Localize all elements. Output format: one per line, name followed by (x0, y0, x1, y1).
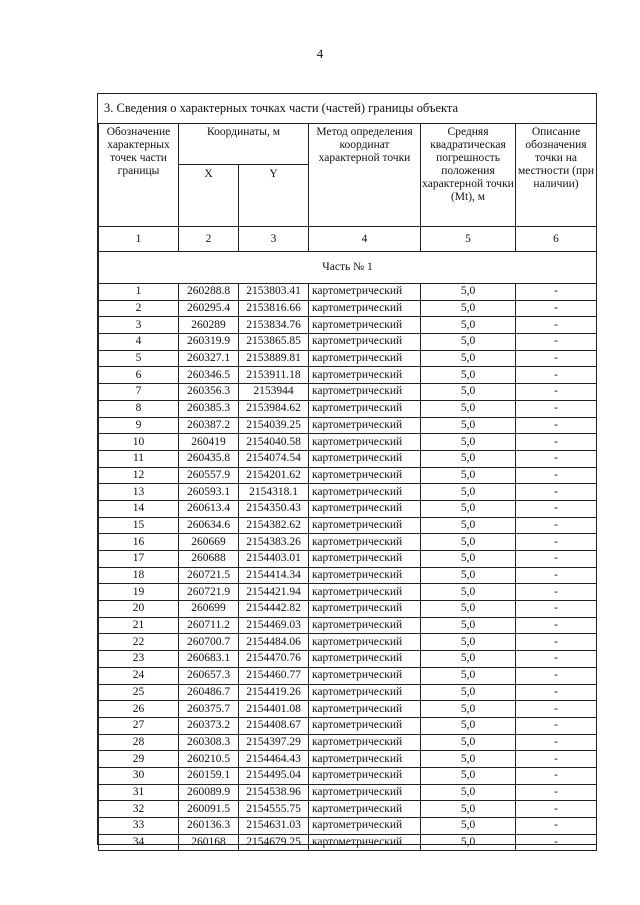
table-row (99, 751, 597, 768)
x-coordinate-cell: 260288.8 (179, 284, 239, 301)
method-cell: картометрический (309, 384, 421, 401)
table-row (99, 317, 597, 334)
error-cell: 5,0 (421, 818, 516, 835)
description-cell: - (516, 767, 597, 784)
point-number-cell: 16 (99, 534, 179, 551)
table-row (99, 634, 597, 651)
x-coordinate-cell: 260091.5 (179, 801, 239, 818)
table-row (99, 284, 597, 301)
error-cell: 5,0 (421, 467, 516, 484)
error-cell: 5,0 (421, 450, 516, 467)
y-coordinate-cell: 2153911.18 (239, 367, 309, 384)
description-cell: - (516, 317, 597, 334)
column-number: 6 (516, 227, 597, 252)
method-cell: картометрический (309, 300, 421, 317)
method-cell: картометрический (309, 417, 421, 434)
error-cell: 5,0 (421, 500, 516, 517)
method-cell: картометрический (309, 634, 421, 651)
point-number-cell: 19 (99, 584, 179, 601)
method-cell: картометрический (309, 717, 421, 734)
error-cell: 5,0 (421, 617, 516, 634)
description-cell: - (516, 701, 597, 718)
description-cell: - (516, 467, 597, 484)
y-coordinate-cell: 2154679.25 (239, 834, 309, 851)
description-cell: - (516, 584, 597, 601)
x-coordinate-cell: 260308.3 (179, 734, 239, 751)
table-row (99, 350, 597, 367)
method-cell: картометрический (309, 500, 421, 517)
table-row (99, 417, 597, 434)
method-cell: картометрический (309, 400, 421, 417)
table-row (99, 667, 597, 684)
y-coordinate-cell: 2154460.77 (239, 667, 309, 684)
x-coordinate-cell: 260319.9 (179, 334, 239, 351)
method-cell: картометрический (309, 684, 421, 701)
point-number-cell: 20 (99, 601, 179, 618)
table-row (99, 400, 597, 417)
description-cell: - (516, 417, 597, 434)
y-coordinate-cell: 2153889.81 (239, 350, 309, 367)
error-cell: 5,0 (421, 834, 516, 851)
table-row (99, 801, 597, 818)
header-x: X (179, 165, 239, 227)
error-cell: 5,0 (421, 784, 516, 801)
description-cell: - (516, 534, 597, 551)
header-error: Средняя квадратическая погрешность положения характерной точки (Mt), м (421, 124, 516, 227)
y-coordinate-cell: 2154421.94 (239, 584, 309, 601)
y-coordinate-cell: 2154495.04 (239, 767, 309, 784)
point-number-cell: 21 (99, 617, 179, 634)
method-cell: картометрический (309, 567, 421, 584)
description-cell: - (516, 784, 597, 801)
x-coordinate-cell: 260435.8 (179, 450, 239, 467)
point-number-cell: 34 (99, 834, 179, 851)
y-coordinate-cell: 2154039.25 (239, 417, 309, 434)
table-row (99, 567, 597, 584)
y-coordinate-cell: 2154040.58 (239, 434, 309, 451)
method-cell: картометрический (309, 701, 421, 718)
column-number: 5 (421, 227, 516, 252)
description-cell: - (516, 384, 597, 401)
y-coordinate-cell: 2154464.43 (239, 751, 309, 768)
point-number-cell: 31 (99, 784, 179, 801)
error-cell: 5,0 (421, 434, 516, 451)
y-coordinate-cell: 2154383.26 (239, 534, 309, 551)
header-designation: Обозначение характерных точек части границы (99, 124, 179, 227)
points-table (98, 123, 597, 851)
method-cell: картометрический (309, 367, 421, 384)
x-coordinate-cell: 260373.2 (179, 717, 239, 734)
description-cell: - (516, 734, 597, 751)
page-number: 4 (316, 46, 324, 61)
description-cell: - (516, 484, 597, 501)
description-cell: - (516, 450, 597, 467)
error-cell: 5,0 (421, 484, 516, 501)
point-number-cell: 3 (99, 317, 179, 334)
y-coordinate-cell: 2153816.66 (239, 300, 309, 317)
method-cell: картометрический (309, 551, 421, 568)
table-row (99, 500, 597, 517)
method-cell: картометрический (309, 801, 421, 818)
description-cell: - (516, 517, 597, 534)
point-number-cell: 2 (99, 300, 179, 317)
y-coordinate-cell: 2154538.96 (239, 784, 309, 801)
method-cell: картометрический (309, 818, 421, 835)
method-cell: картометрический (309, 834, 421, 851)
x-coordinate-cell: 260375.7 (179, 701, 239, 718)
point-number-cell: 11 (99, 450, 179, 467)
column-number: 4 (309, 227, 421, 252)
method-cell: картометрический (309, 334, 421, 351)
point-number-cell: 8 (99, 400, 179, 417)
method-cell: картометрический (309, 450, 421, 467)
error-cell: 5,0 (421, 567, 516, 584)
x-coordinate-cell: 260295.4 (179, 300, 239, 317)
y-coordinate-cell: 2153984.62 (239, 400, 309, 417)
header-description: Описание обозначения точки на местности (при наличии) (516, 124, 597, 227)
method-cell: картометрический (309, 534, 421, 551)
error-cell: 5,0 (421, 517, 516, 534)
description-cell: - (516, 834, 597, 851)
header-y: Y (239, 165, 309, 227)
table-row (99, 334, 597, 351)
y-coordinate-cell: 2154318.1 (239, 484, 309, 501)
x-coordinate-cell: 260683.1 (179, 651, 239, 668)
x-coordinate-cell: 260700.7 (179, 634, 239, 651)
description-cell: - (516, 367, 597, 384)
point-number-cell: 5 (99, 350, 179, 367)
description-cell: - (516, 334, 597, 351)
point-number-cell: 4 (99, 334, 179, 351)
table-row (99, 818, 597, 835)
x-coordinate-cell: 260486.7 (179, 684, 239, 701)
error-cell: 5,0 (421, 350, 516, 367)
description-cell: - (516, 551, 597, 568)
x-coordinate-cell: 260327.1 (179, 350, 239, 367)
table-row (99, 434, 597, 451)
y-coordinate-cell: 2154074.54 (239, 450, 309, 467)
error-cell: 5,0 (421, 284, 516, 301)
error-cell: 5,0 (421, 684, 516, 701)
header-method: Метод определения координат характерной точки (309, 124, 421, 227)
method-cell: картометрический (309, 284, 421, 301)
point-number-cell: 27 (99, 717, 179, 734)
table-row (99, 551, 597, 568)
method-cell: картометрический (309, 434, 421, 451)
error-cell: 5,0 (421, 417, 516, 434)
x-coordinate-cell: 260699 (179, 601, 239, 618)
error-cell: 5,0 (421, 300, 516, 317)
error-cell: 5,0 (421, 734, 516, 751)
point-number-cell: 24 (99, 667, 179, 684)
x-coordinate-cell: 260210.5 (179, 751, 239, 768)
y-coordinate-cell: 2154397.29 (239, 734, 309, 751)
table-row (99, 484, 597, 501)
y-coordinate-cell: 2154470.76 (239, 651, 309, 668)
method-cell: картометрический (309, 317, 421, 334)
y-coordinate-cell: 2153803.41 (239, 284, 309, 301)
description-cell: - (516, 350, 597, 367)
description-cell: - (516, 751, 597, 768)
point-number-cell: 12 (99, 467, 179, 484)
description-cell: - (516, 617, 597, 634)
description-cell: - (516, 684, 597, 701)
error-cell: 5,0 (421, 634, 516, 651)
x-coordinate-cell: 260356.3 (179, 384, 239, 401)
y-coordinate-cell: 2154442.82 (239, 601, 309, 618)
table-row (99, 617, 597, 634)
description-cell: - (516, 400, 597, 417)
method-cell: картометрический (309, 784, 421, 801)
point-number-cell: 14 (99, 500, 179, 517)
x-coordinate-cell: 260168 (179, 834, 239, 851)
x-coordinate-cell: 260613.4 (179, 500, 239, 517)
method-cell: картометрический (309, 734, 421, 751)
y-coordinate-cell: 2153944 (239, 384, 309, 401)
error-cell: 5,0 (421, 384, 516, 401)
x-coordinate-cell: 260136.3 (179, 818, 239, 835)
column-number: 3 (239, 227, 309, 252)
point-number-cell: 26 (99, 701, 179, 718)
y-coordinate-cell: 2154403.01 (239, 551, 309, 568)
column-number: 2 (179, 227, 239, 252)
x-coordinate-cell: 260593.1 (179, 484, 239, 501)
error-cell: 5,0 (421, 801, 516, 818)
description-cell: - (516, 500, 597, 517)
y-coordinate-cell: 2153865.85 (239, 334, 309, 351)
table-row (99, 767, 597, 784)
y-coordinate-cell: 2154408.67 (239, 717, 309, 734)
error-cell: 5,0 (421, 701, 516, 718)
method-cell: картометрический (309, 484, 421, 501)
table-row (99, 467, 597, 484)
error-cell: 5,0 (421, 667, 516, 684)
table-row (99, 584, 597, 601)
header-coordinates: Координаты, м (179, 124, 309, 165)
x-coordinate-cell: 260557.9 (179, 467, 239, 484)
error-cell: 5,0 (421, 767, 516, 784)
error-cell: 5,0 (421, 317, 516, 334)
y-coordinate-cell: 2154401.08 (239, 701, 309, 718)
x-coordinate-cell: 260669 (179, 534, 239, 551)
point-number-cell: 33 (99, 818, 179, 835)
y-coordinate-cell: 2154414.34 (239, 567, 309, 584)
y-coordinate-cell: 2154631.03 (239, 818, 309, 835)
method-cell: картометрический (309, 751, 421, 768)
y-coordinate-cell: 2154382.62 (239, 517, 309, 534)
description-cell: - (516, 300, 597, 317)
description-cell: - (516, 818, 597, 835)
point-number-cell: 29 (99, 751, 179, 768)
point-number-cell: 9 (99, 417, 179, 434)
error-cell: 5,0 (421, 334, 516, 351)
x-coordinate-cell: 260346.5 (179, 367, 239, 384)
point-number-cell: 10 (99, 434, 179, 451)
error-cell: 5,0 (421, 400, 516, 417)
point-number-cell: 25 (99, 684, 179, 701)
point-number-cell: 30 (99, 767, 179, 784)
section-frame (97, 93, 597, 849)
description-cell: - (516, 434, 597, 451)
x-coordinate-cell: 260089.9 (179, 784, 239, 801)
description-cell: - (516, 651, 597, 668)
table-row (99, 834, 597, 851)
point-number-cell: 17 (99, 551, 179, 568)
method-cell: картометрический (309, 584, 421, 601)
y-coordinate-cell: 2153834.76 (239, 317, 309, 334)
method-cell: картометрический (309, 467, 421, 484)
method-cell: картометрический (309, 667, 421, 684)
y-coordinate-cell: 2154201.62 (239, 467, 309, 484)
error-cell: 5,0 (421, 584, 516, 601)
method-cell: картометрический (309, 651, 421, 668)
table-row (99, 517, 597, 534)
x-coordinate-cell: 260721.9 (179, 584, 239, 601)
x-coordinate-cell: 260657.3 (179, 667, 239, 684)
y-coordinate-cell: 2154469.03 (239, 617, 309, 634)
table-row (99, 300, 597, 317)
point-number-cell: 18 (99, 567, 179, 584)
x-coordinate-cell: 260711.2 (179, 617, 239, 634)
error-cell: 5,0 (421, 551, 516, 568)
error-cell: 5,0 (421, 751, 516, 768)
point-number-cell: 23 (99, 651, 179, 668)
point-number-cell: 15 (99, 517, 179, 534)
error-cell: 5,0 (421, 601, 516, 618)
point-number-cell: 32 (99, 801, 179, 818)
error-cell: 5,0 (421, 367, 516, 384)
point-number-cell: 1 (99, 284, 179, 301)
point-number-cell: 13 (99, 484, 179, 501)
table-row (99, 450, 597, 467)
method-cell: картометрический (309, 350, 421, 367)
table-row (99, 651, 597, 668)
description-cell: - (516, 284, 597, 301)
part-label: Часть № 1 (99, 252, 597, 284)
x-coordinate-cell: 260688 (179, 551, 239, 568)
table-row (99, 601, 597, 618)
point-number-cell: 22 (99, 634, 179, 651)
x-coordinate-cell: 260634.6 (179, 517, 239, 534)
points-rows (99, 284, 597, 851)
y-coordinate-cell: 2154555.75 (239, 801, 309, 818)
x-coordinate-cell: 260385.3 (179, 400, 239, 417)
x-coordinate-cell: 260419 (179, 434, 239, 451)
point-number-cell: 28 (99, 734, 179, 751)
table-row (99, 784, 597, 801)
description-cell: - (516, 634, 597, 651)
y-coordinate-cell: 2154350.43 (239, 500, 309, 517)
error-cell: 5,0 (421, 534, 516, 551)
table-row (99, 734, 597, 751)
x-coordinate-cell: 260159.1 (179, 767, 239, 784)
table-row (99, 367, 597, 384)
error-cell: 5,0 (421, 717, 516, 734)
table-row (99, 384, 597, 401)
y-coordinate-cell: 2154419.26 (239, 684, 309, 701)
description-cell: - (516, 801, 597, 818)
method-cell: картометрический (309, 617, 421, 634)
method-cell: картометрический (309, 767, 421, 784)
point-number-cell: 6 (99, 367, 179, 384)
description-cell: - (516, 717, 597, 734)
x-coordinate-cell: 260721.5 (179, 567, 239, 584)
column-number: 1 (99, 227, 179, 252)
section-title: 3. Сведения о характерных точках части (частей) границы объекта (104, 101, 459, 115)
error-cell: 5,0 (421, 651, 516, 668)
method-cell: картометрический (309, 517, 421, 534)
method-cell: картометрический (309, 601, 421, 618)
y-coordinate-cell: 2154484.06 (239, 634, 309, 651)
table-row (99, 717, 597, 734)
table-row (99, 534, 597, 551)
description-cell: - (516, 567, 597, 584)
description-cell: - (516, 601, 597, 618)
x-coordinate-cell: 260387.2 (179, 417, 239, 434)
x-coordinate-cell: 260289 (179, 317, 239, 334)
description-cell: - (516, 667, 597, 684)
table-row (99, 701, 597, 718)
table-row (99, 684, 597, 701)
point-number-cell: 7 (99, 384, 179, 401)
